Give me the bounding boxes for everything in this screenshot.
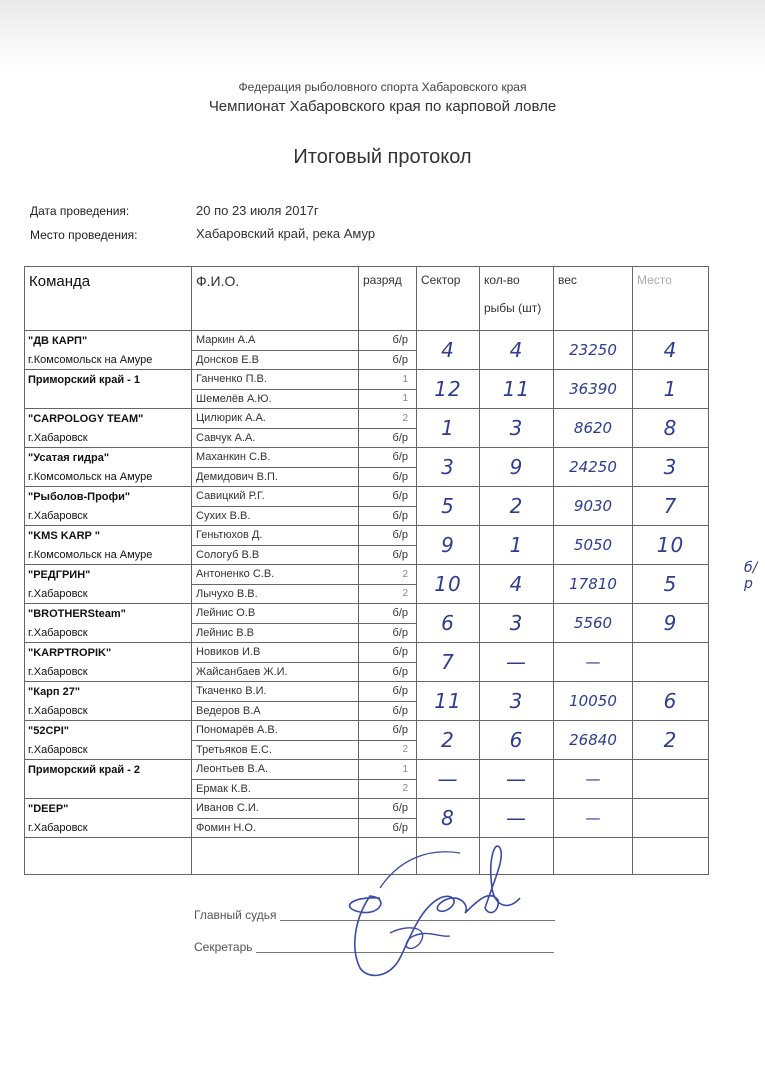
member-rank: б/р [359, 506, 417, 526]
fish-count-value: 2 [480, 487, 554, 526]
sector-value: 3 [417, 448, 480, 487]
member-name: Леонтьев В.А. [192, 760, 359, 780]
member-rank: б/р [359, 662, 417, 682]
team-city: г.Хабаровск [28, 822, 88, 834]
team-city: г.Хабаровск [28, 744, 88, 756]
member-name: Жайсанбаев Ж.И. [192, 662, 359, 682]
championship-title: Чемпионат Хабаровского края по карповой ловле [208, 98, 557, 115]
secretary-label: Секретарь [194, 940, 253, 954]
handwritten-signature [320, 838, 560, 988]
team-city: г.Хабаровск [28, 432, 88, 444]
fish-count-value: 11 [480, 370, 554, 409]
member-rank: б/р [359, 487, 417, 507]
team-cell [25, 565, 192, 604]
member-name: Савчук А.А. [192, 428, 359, 448]
fish-count-value: 4 [480, 331, 554, 370]
member-name: Пономарёв А.В. [192, 721, 359, 741]
fish-count-value: 3 [480, 604, 554, 643]
team-cell [25, 682, 192, 721]
weight-value: — [554, 643, 633, 682]
team-city: г.Комсомольск на Амуре [28, 471, 153, 483]
fish-count-value: 9 [480, 448, 554, 487]
team-cell [25, 604, 192, 643]
sector-value: 12 [417, 370, 480, 409]
table-row [25, 604, 709, 624]
sector-value: 2 [417, 721, 480, 760]
handwritten-note: б/р [744, 560, 758, 592]
place-value [633, 643, 709, 682]
team-city: г.Комсомольск на Амуре [28, 354, 153, 366]
place-value: 7 [633, 487, 709, 526]
sector-value: — [417, 760, 480, 799]
team-name: "BROTHERSteam" [28, 608, 126, 620]
header-team: Команда [25, 267, 192, 331]
team-city: г.Хабаровск [28, 705, 88, 717]
judge-label: Главный судья [194, 908, 277, 922]
table-header-row [25, 267, 709, 331]
header-rank: разряд [359, 267, 417, 331]
member-name: Ткаченко В.И. [192, 682, 359, 702]
place-value: 5 [633, 565, 709, 604]
member-name: Лейнис В.В [192, 623, 359, 643]
member-name: Фомин Н.О. [192, 818, 359, 838]
fish-count-value: 3 [480, 682, 554, 721]
team-city: г.Хабаровск [28, 666, 88, 678]
member-rank: б/р [359, 623, 417, 643]
team-name: Приморский край - 1 [28, 374, 141, 386]
table-row [25, 331, 709, 351]
member-rank: б/р [359, 350, 417, 370]
weight-value: 36390 [554, 370, 633, 409]
table-row [25, 448, 709, 468]
header-count [480, 267, 554, 331]
date-value: 20 по 23 июля 2017г [196, 203, 319, 218]
team-cell [25, 760, 192, 799]
member-rank: б/р [359, 682, 417, 702]
member-rank: 2 [359, 409, 417, 429]
team-cell [25, 448, 192, 487]
header-count-line1: кол-во [484, 273, 520, 287]
sector-value: 8 [417, 799, 480, 838]
member-rank: 2 [359, 740, 417, 760]
place-label: Место проведения: [30, 228, 138, 242]
member-rank: б/р [359, 721, 417, 741]
member-rank: 2 [359, 565, 417, 585]
member-rank: б/р [359, 604, 417, 624]
sector-value: 9 [417, 526, 480, 565]
member-rank: б/р [359, 526, 417, 546]
member-name: Лейнис О.В [192, 604, 359, 624]
weight-value: 17810 [554, 565, 633, 604]
team-cell [25, 721, 192, 760]
place-value [633, 760, 709, 799]
weight-value: 10050 [554, 682, 633, 721]
table-row [25, 370, 709, 390]
member-rank: 2 [359, 584, 417, 604]
federation-name: Федерация рыболовного спорта Хабаровского края [238, 80, 527, 94]
member-name: Ганченко П.В. [192, 370, 359, 390]
member-rank: б/р [359, 701, 417, 721]
member-name: Новиков И.В [192, 643, 359, 663]
member-rank: б/р [359, 448, 417, 468]
team-name: "Усатая гидра" [28, 452, 110, 464]
team-cell [25, 487, 192, 526]
table-row [25, 565, 709, 585]
member-rank: 1 [359, 760, 417, 780]
team-name: "KMS KARP " [28, 530, 100, 542]
place-value: 3 [633, 448, 709, 487]
fish-count-value: 3 [480, 409, 554, 448]
member-name: Третьяков Е.С. [192, 740, 359, 760]
member-rank: б/р [359, 643, 417, 663]
member-rank: 2 [359, 779, 417, 799]
table-row [25, 409, 709, 429]
member-name: Шемелёв А.Ю. [192, 389, 359, 409]
place-value: 1 [633, 370, 709, 409]
member-rank: б/р [359, 818, 417, 838]
member-name: Ермак К.В. [192, 779, 359, 799]
place-value: 2 [633, 721, 709, 760]
place-value: 9 [633, 604, 709, 643]
fish-count-value: 1 [480, 526, 554, 565]
results-table [24, 266, 709, 875]
sector-value: 10 [417, 565, 480, 604]
page-title: Итоговый протокол [293, 146, 472, 168]
weight-value: 9030 [554, 487, 633, 526]
table-row [25, 760, 709, 780]
weight-value: 5560 [554, 604, 633, 643]
team-cell [25, 331, 192, 370]
team-cell [25, 370, 192, 409]
team-name: "ДВ КАРП" [28, 335, 88, 347]
member-name: Сухих В.В. [192, 506, 359, 526]
weight-value: 23250 [554, 331, 633, 370]
team-name: Приморский край - 2 [28, 764, 141, 776]
fish-count-value: 6 [480, 721, 554, 760]
weight-value: 26840 [554, 721, 633, 760]
place-value [633, 799, 709, 838]
member-rank: б/р [359, 428, 417, 448]
member-name: Антоненко С.В. [192, 565, 359, 585]
sector-value: 7 [417, 643, 480, 682]
team-cell [25, 799, 192, 838]
header-count-line2: рыбы (шт) [484, 301, 542, 315]
team-name: "KARPTROPIK" [28, 647, 112, 659]
member-name: Иванов С.И. [192, 799, 359, 819]
table-row [25, 643, 709, 663]
team-city: г.Хабаровск [28, 510, 88, 522]
member-rank: 1 [359, 370, 417, 390]
fish-count-value: — [480, 760, 554, 799]
team-city: г.Комсомольск на Амуре [28, 549, 153, 561]
team-name: "Рыболов-Профи" [28, 491, 131, 503]
place-value: 10 [633, 526, 709, 565]
team-cell [25, 526, 192, 565]
place-value: 8 [633, 409, 709, 448]
table-row [25, 721, 709, 741]
weight-value: — [554, 760, 633, 799]
fish-count-value: — [480, 799, 554, 838]
team-name: "Карп 27" [28, 686, 81, 698]
member-rank: б/р [359, 331, 417, 351]
date-label: Дата проведения: [30, 204, 130, 218]
member-name: Маханкин С.В. [192, 448, 359, 468]
member-name: Ведеров В.А [192, 701, 359, 721]
weight-value: 5050 [554, 526, 633, 565]
team-name: "DEEP" [28, 803, 69, 815]
member-rank: 1 [359, 389, 417, 409]
sector-value: 1 [417, 409, 480, 448]
table-row [25, 526, 709, 546]
team-name: "52CPI" [28, 725, 70, 737]
header-fio: Ф.И.О. [192, 267, 359, 331]
weight-value: 24250 [554, 448, 633, 487]
member-name: Демидович В.П. [192, 467, 359, 487]
sector-value: 11 [417, 682, 480, 721]
sector-value: 5 [417, 487, 480, 526]
member-name: Маркин А.А [192, 331, 359, 351]
table-row [25, 487, 709, 507]
team-name: "CARPOLOGY TEAM" [28, 413, 144, 425]
member-rank: б/р [359, 467, 417, 487]
member-name: Савицкий Р.Г. [192, 487, 359, 507]
scan-shadow [0, 0, 765, 70]
member-rank: б/р [359, 799, 417, 819]
member-name: Геньтюхов Д. [192, 526, 359, 546]
weight-value: 8620 [554, 409, 633, 448]
member-name: Донсков Е.В [192, 350, 359, 370]
sector-value: 6 [417, 604, 480, 643]
team-city: г.Хабаровск [28, 588, 88, 600]
team-cell [25, 409, 192, 448]
team-name: "РЕДГРИН" [28, 569, 91, 581]
team-cell [25, 643, 192, 682]
member-name: Цилюрик А.А. [192, 409, 359, 429]
team-city: г.Хабаровск [28, 627, 88, 639]
place-value: Хабаровский край, река Амур [196, 226, 376, 241]
table-row [25, 799, 709, 819]
member-rank: б/р [359, 545, 417, 565]
weight-value: — [554, 799, 633, 838]
fish-count-value: 4 [480, 565, 554, 604]
place-value: 6 [633, 682, 709, 721]
table-row [25, 682, 709, 702]
member-name: Лычухо В.В. [192, 584, 359, 604]
sector-value: 4 [417, 331, 480, 370]
member-name: Сологуб В.В [192, 545, 359, 565]
header-weight: вес [554, 267, 633, 331]
fish-count-value: — [480, 643, 554, 682]
header-place: Место [633, 267, 709, 331]
place-value: 4 [633, 331, 709, 370]
header-sector: Сектор [417, 267, 480, 331]
